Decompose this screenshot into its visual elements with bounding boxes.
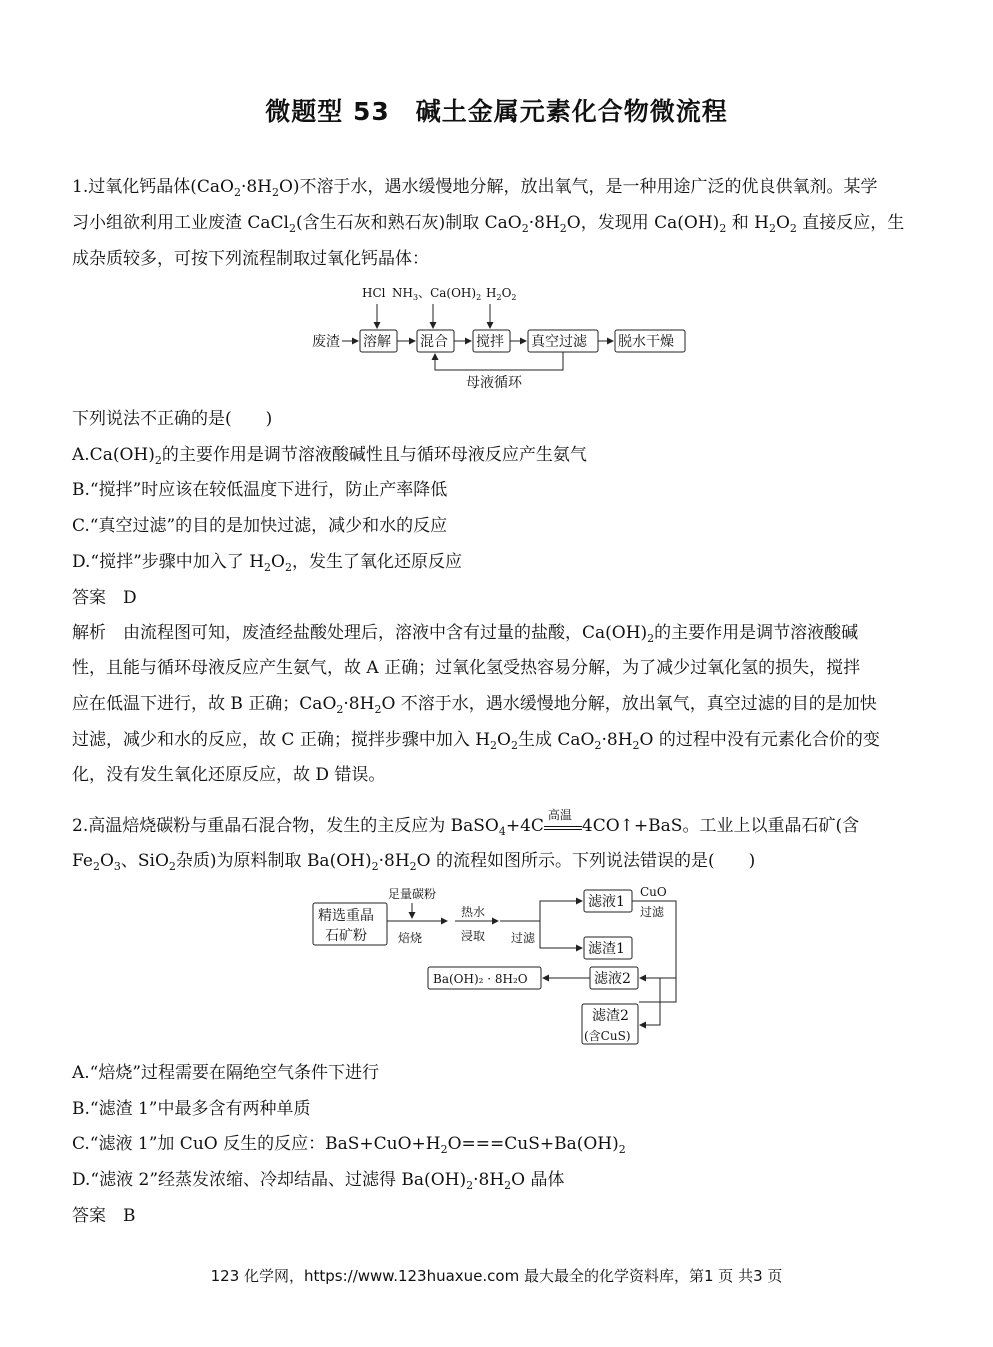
q2-flow-diagram: [300, 878, 700, 1048]
flow2-filter-label: 过滤: [511, 931, 536, 945]
flow1-label-nh3: $NH_3$、$Ca(OH)_2$: [392, 286, 482, 302]
q1-explanation-5: 化，没有发生氧化还原反应，故 D 错误。: [72, 765, 386, 785]
q2-line-2: $Fe_2O_3$、SiO$_2$杂质)为原料制取 $Ba(OH)_2\cdot 8H_2O$ 的流程如图所示。下列说法错误的是( ): [72, 851, 756, 873]
page-footer: 123 化学网，https://www.123huaxue.com 最大最全的化学资料库，第1 页 共3 页: [210, 1267, 783, 1285]
flow2-filtrate2-label: 滤液2: [594, 971, 631, 987]
q2-option-b: B.“滤渣 1”中最多含有两种单质: [72, 1099, 311, 1119]
flow2-filtrate1-label: 滤液1: [588, 894, 625, 910]
q1-flow-diagram: [300, 280, 700, 395]
flow2-start-line2: 石矿粉: [325, 928, 367, 944]
q2-option-c: C.“滤液 1”加 CuO 反生的反应：$BaS+CuO+H_2O===CuS+Ba(OH)_2$: [72, 1134, 626, 1156]
q1-line-1: 1.过氧化钙晶体$(CaO_2\cdot 8H_2O)$不溶于水，遇水缓慢地分解，放出氧气，是一种用途广泛的优良供氧剂。某学: [72, 177, 878, 199]
q1-answer: 答案 D: [72, 588, 137, 608]
flow2-carbon-label: 足量碳粉: [388, 887, 437, 901]
q2-answer: 答案 B: [72, 1206, 136, 1226]
flow2-residue2-line2: (含CuS): [584, 1029, 631, 1043]
q1-option-d: D.“搅拌”步骤中加入了 $H_2O_2$，发生了氧化还原反应: [72, 552, 462, 574]
flow1-label-hcl: HCl: [362, 286, 386, 300]
q1-option-a: $A.Ca(OH)_2$的主要作用是调节溶液酸碱性且与循环母液反应产生氨气: [72, 445, 587, 467]
q1-explanation-4: 过滤，减少和水的反应，故 C 正确；搅拌步骤中加入 $H_2O_2$生成 $CaO_2\cdot 8H_2O$ 的过程中没有元素化合价的变: [72, 730, 880, 752]
flow1-loop-label: 母液循环: [466, 375, 522, 391]
q1-stem: 下列说法不正确的是( ): [72, 409, 273, 429]
q2-option-d: D.“滤液 2”经蒸发浓缩、冷却结晶、过滤得 $Ba(OH)_2\cdot 8H_2O$ 晶体: [72, 1170, 565, 1192]
q1-option-c: C.“真空过滤”的目的是加快过滤，减少和水的反应: [72, 516, 448, 536]
q1-line-3: 成杂质较多，可按下列流程制取过氧化钙晶体：: [72, 249, 429, 269]
q2-condition-arrow: 高温: [544, 824, 582, 830]
q1-explanation-1: 解析 由流程图可知，废渣经盐酸处理后，溶液中含有过量的盐酸，$Ca(OH)_2$的主要作用是调节溶液酸碱: [72, 623, 859, 645]
flow2-hot-water-label: 热水: [461, 905, 486, 919]
q2-option-a: A.“焙烧”过程需要在隔绝空气条件下进行: [72, 1063, 380, 1083]
flow1-box-dry-label: 脱水干燥: [618, 334, 674, 350]
flow1-start: 废渣: [312, 334, 340, 350]
q2-line-1: 2.高温焙烧碳粉与重晶石混合物，发生的主反应为 BaSO$_4$+4C 高温 4CO↑+BaS。工业上以重晶石矿(含: [72, 807, 860, 838]
flow1-label-h2o2: $H_2O_2$: [486, 286, 517, 302]
q1-line-2: 习小组欲利用工业废渣 CaCl$_2$(含生石灰和熟石灰)制取 $CaO_2\cdot 8H_2O$，发现用 $Ca(OH)_2$ 和 $H_2O_2$ 直接反应，生: [72, 213, 905, 235]
flow2-leach-label: 浸取: [461, 929, 486, 943]
flow2-residue1-label: 滤渣1: [588, 941, 625, 957]
flow2-residue2-line1: 滤渣2: [592, 1008, 629, 1024]
q1-option-b: B.“搅拌”时应该在较低温度下进行，防止产率降低: [72, 480, 448, 500]
flow2-roast-label: 焙烧: [398, 931, 423, 945]
page-title: 微题型 53 碱土金属元素化合物微流程: [265, 97, 728, 126]
flow1-box-dissolve-label: 溶解: [363, 334, 391, 350]
flow1-box-stir-label: 搅拌: [476, 334, 504, 350]
q1-explanation-2: 性，且能与循环母液反应产生氨气，故 A 正确；过氧化氢受热容易分解，为了减少过氧化氢的损失，搅拌: [72, 658, 861, 678]
flow2-cuo-label: CuO: [640, 885, 667, 899]
flow1-box-vacuum-filter-label: 真空过滤: [531, 334, 587, 350]
q1-explanation-3: 应在低温下进行，故 B 正确；$CaO_2\cdot 8H_2O$ 不溶于水，遇水缓慢地分解，放出氧气，真空过滤的目的是加快: [72, 694, 877, 716]
flow2-product-label: Ba(OH)₂ · 8H₂O: [433, 972, 528, 986]
flow2-start-line1: 精选重晶: [318, 908, 374, 924]
flow2-cuo-filter-label: 过滤: [640, 905, 665, 919]
flow1-box-mix-label: 混合: [420, 334, 448, 350]
